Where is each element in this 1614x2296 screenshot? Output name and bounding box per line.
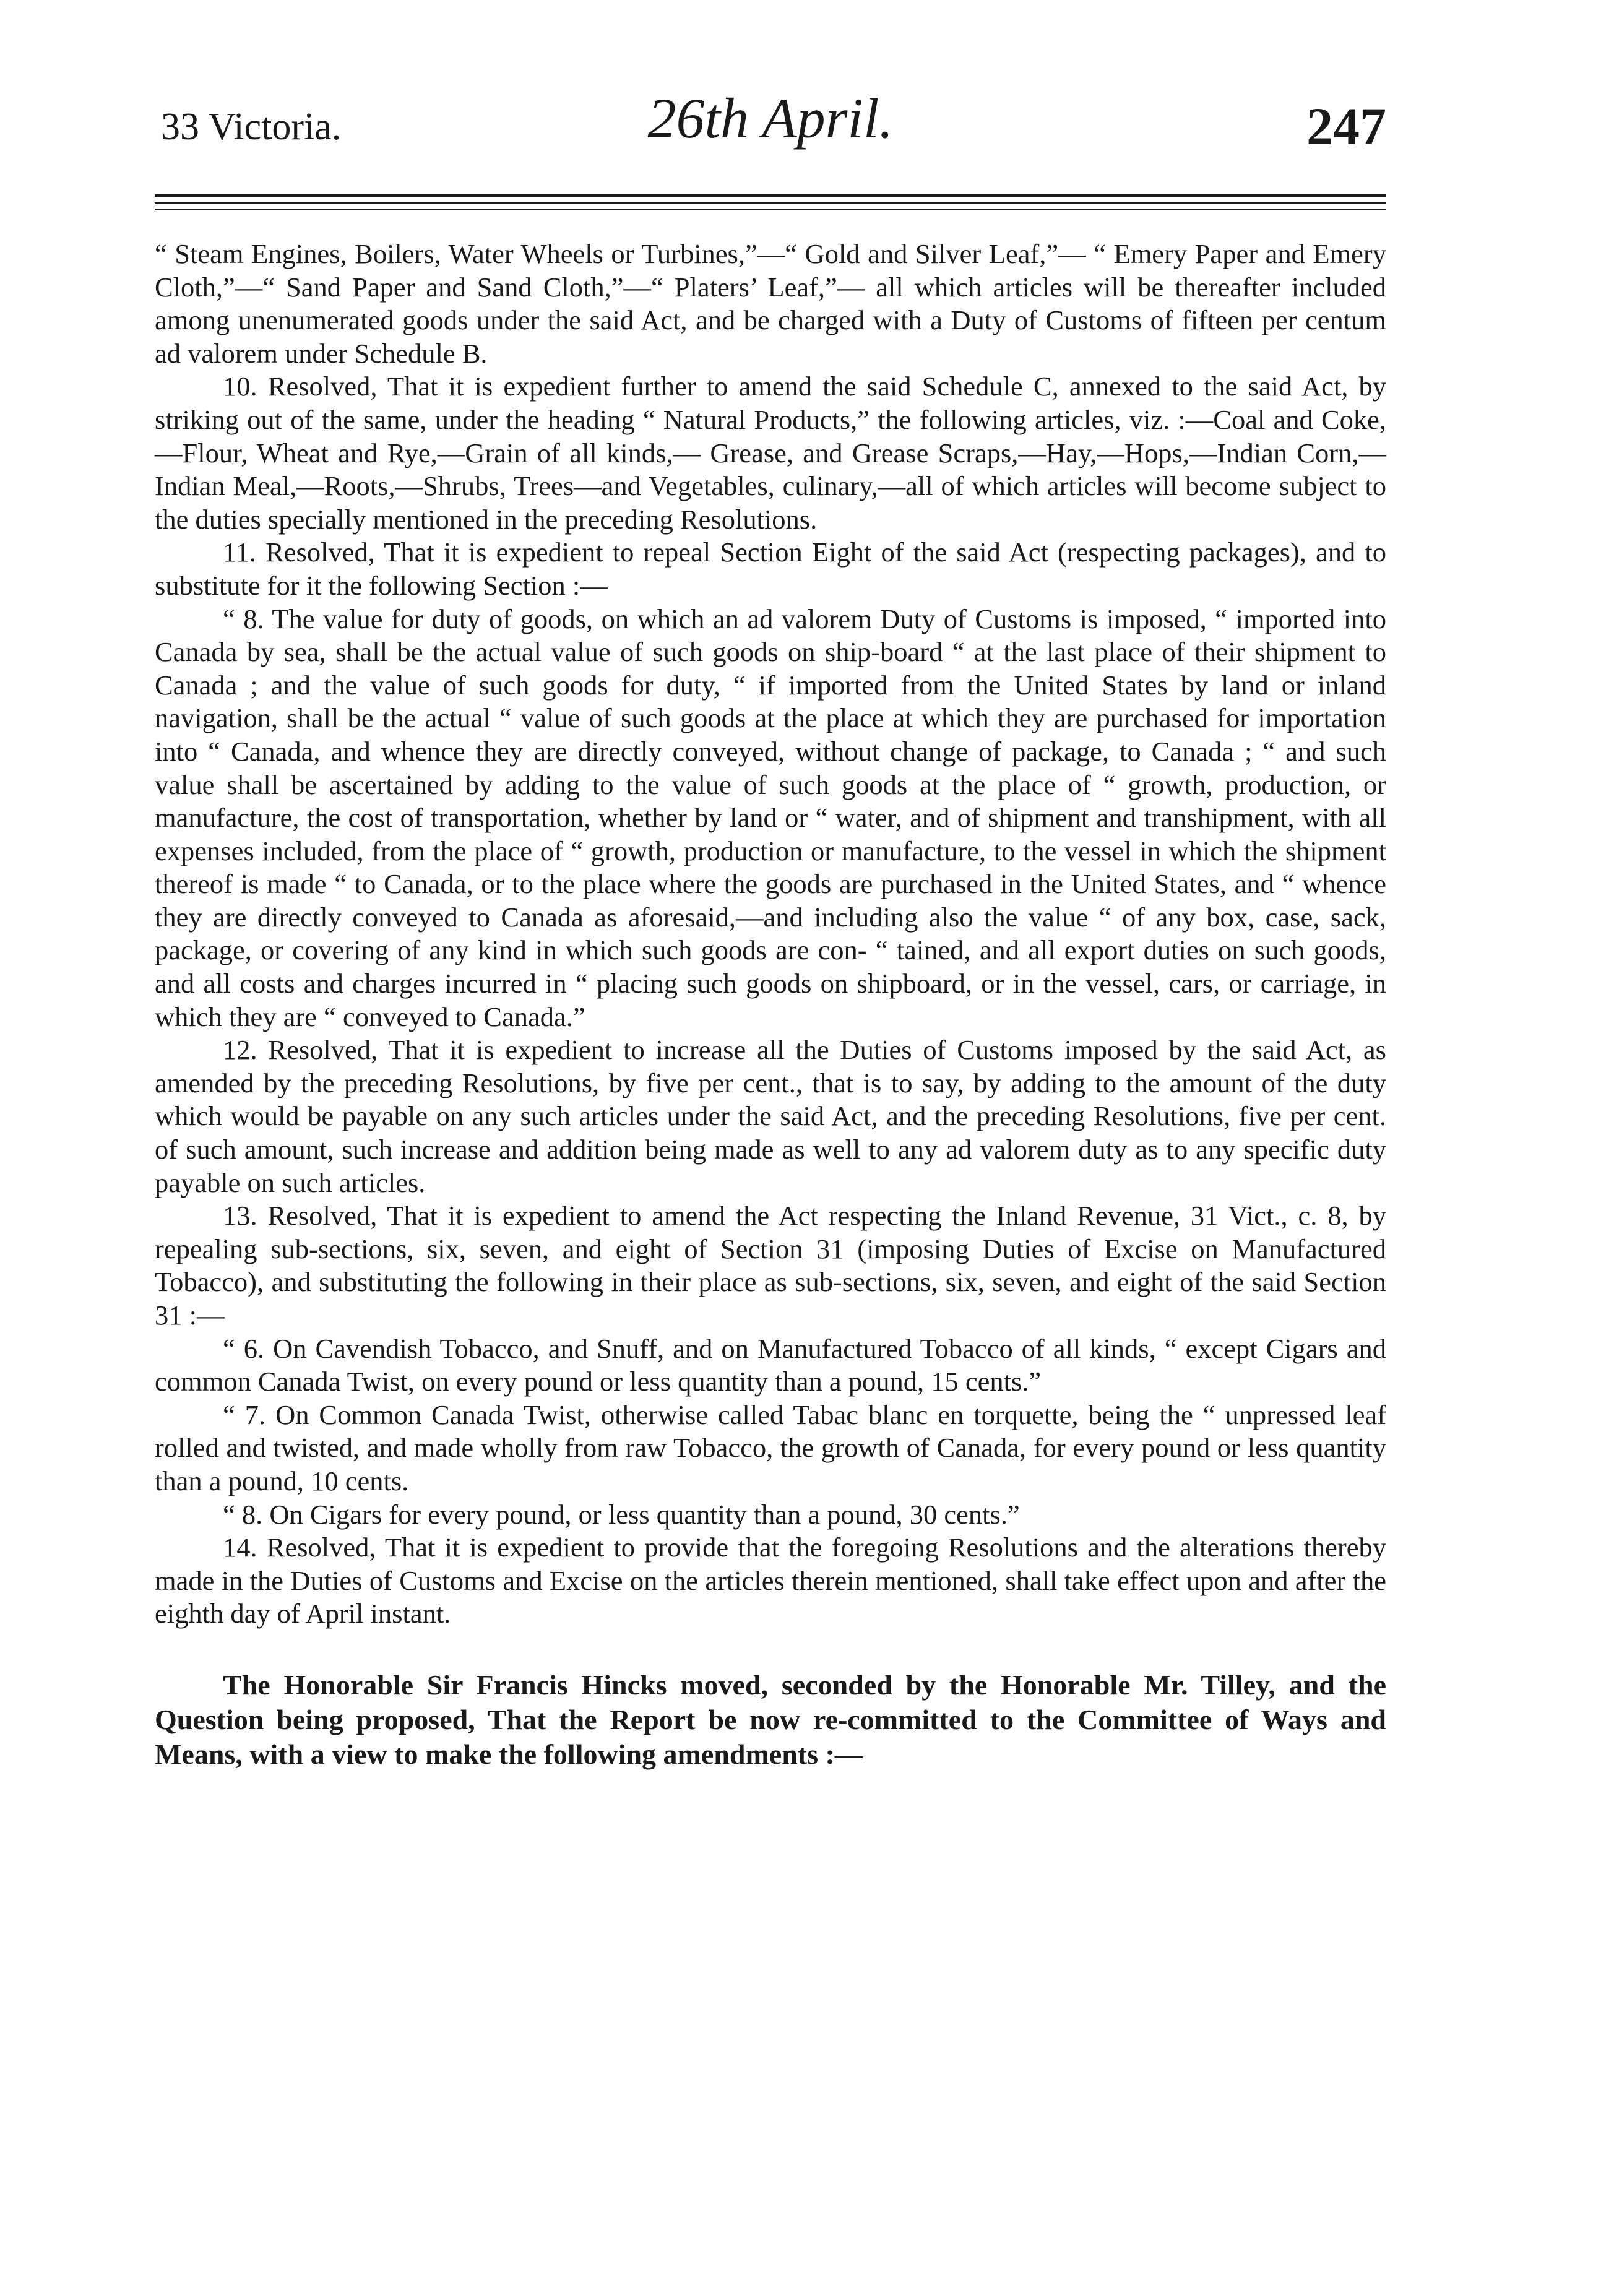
header-rule xyxy=(155,194,1386,210)
page-number: 247 xyxy=(1306,97,1386,156)
subsection-6: “ 6. On Cavendish Tobacco, and Snuff, and on Manufactured Tobacco of all kinds, “ except Cigars and common Canada Twist, on every pound or less quantity than a pound, 15 cents.” xyxy=(155,1332,1386,1397)
page-header xyxy=(155,80,1386,167)
document-page xyxy=(155,80,1386,2222)
subsection-8: “ 8. On Cigars for every pound, or less quantity than a pound, 30 cents.” xyxy=(223,1498,1020,1530)
resolution-13: 13. Resolved, That it is expedient to amend the Act respecting the Inland Revenue, 31 Vict., c. 8, by repealing sub-sections, six, seven, and eight of Section 31 (imposing Duties of Excise on Manufactured Tobacco), and substituting the following in their place as sub-sections, six, seven, and eight of the said Section 31 :— xyxy=(155,1200,1386,1331)
paragraph-schedule-b: “ Steam Engines, Boilers, Water Wheels or Turbines,”—“ Gold and Silver Leaf,”— “ Emery Paper and Emery Cloth,”—“ Sand Paper and Sand Cloth,”—“ Platers’ Leaf,”— all which articles will be thereafter included among unenumerated goods under the said Act, and be charged with a Duty of Customs of fifteen per centum ad valorem under Schedule B. xyxy=(155,238,1386,369)
resolution-12: 12. Resolved, That it is expedient to increase all the Duties of Customs imposed by the said Act, as amended by the preceding Resolutions, by five per cent., that is to say, by adding to the amount of the duty which would be payable on any such articles under the said Act, and the preceding Resolutions, five per cent. of such amount, such increase and addition being made as well to any ad valorem duty as to any specific duty payable on such articles. xyxy=(155,1034,1386,1198)
motion-text: The Honorable Sir Francis Hincks moved, seconded by the Honorable Mr. Tilley, and the Question being proposed, That the Report be now re-committed to the Committee of Ways and Means, with a view to make the following amendments :— xyxy=(155,1668,1386,1770)
subsection-7: “ 7. On Common Canada Twist, otherwise called Tabac blanc en torquette, being the “ unpressed leaf rolled and twisted, and made wholly from raw Tobacco, the growth of Canada, for every pound or less quantity than a pound, 10 cents. xyxy=(155,1399,1386,1496)
header-date: 26th April. xyxy=(647,87,894,150)
resolutions-text xyxy=(155,238,1386,1631)
header-session: 33 Victoria. xyxy=(161,106,342,148)
section-8-quote: “ 8. The value for duty of goods, on which an ad valorem Duty of Customs is imposed, “ imported into Canada by sea, shall be the actual value of such goods on ship-board “ at the last place of their shipment to Canada ; and the value of such goods for duty, “ if imported from the United States by land or inland navigation, shall be the actual “ value of such goods at the place at which they are purchased for importation into “ Canada, and whence they are directly conveyed, without change of package, to Canada ; “ and such value shall be ascertained by adding to the value of such goods at the place of “ growth, production, or manufacture, the cost of transportation, whether by land or “ water, and of shipment and transhipment, with all expenses included, from the place of “ growth, production or manufacture, to the vessel in which the shipment thereof is made “ to Canada, or to the place where the goods are purchased in the United States, and “ whence they are directly conveyed to Canada as aforesaid,—and including also the value “ of any box, case, sack, package, or covering of any kind in which such goods are con- “ tained, and all export duties on such goods, and all costs and charges incurred in “ placing such goods on shipboard, or in the vessel, cars, or carriage, in which they are “ conveyed to Canada.” xyxy=(155,603,1386,1032)
resolution-14: 14. Resolved, That it is expedient to provide that the foregoing Resolutions and the alterations thereby made in the Duties of Customs and Excise on the articles therein mentioned, shall take effect upon and after the eighth day of April instant. xyxy=(155,1532,1386,1629)
resolution-11: 11. Resolved, That it is expedient to repeal Section Eight of the said Act (respecting packages), and to substitute for it the following Section :— xyxy=(155,537,1386,601)
motion-paragraph xyxy=(155,1668,1386,1772)
resolution-10: 10. Resolved, That it is expedient further to amend the said Schedule C, annexed to the said Act, by striking out of the same, under the heading “ Natural Products,” the following articles, viz. :—Coal and Coke,—Flour, Wheat and Rye,—Grain of all kinds,— Grease, and Grease Scraps,—Hay,—Hops,—Indian Corn,—Indian Meal,—Roots,—Shrubs, Trees—and Vegetables, culinary,—all of which articles will become subject to the duties specially mentioned in the preceding Resolutions. xyxy=(155,371,1386,535)
